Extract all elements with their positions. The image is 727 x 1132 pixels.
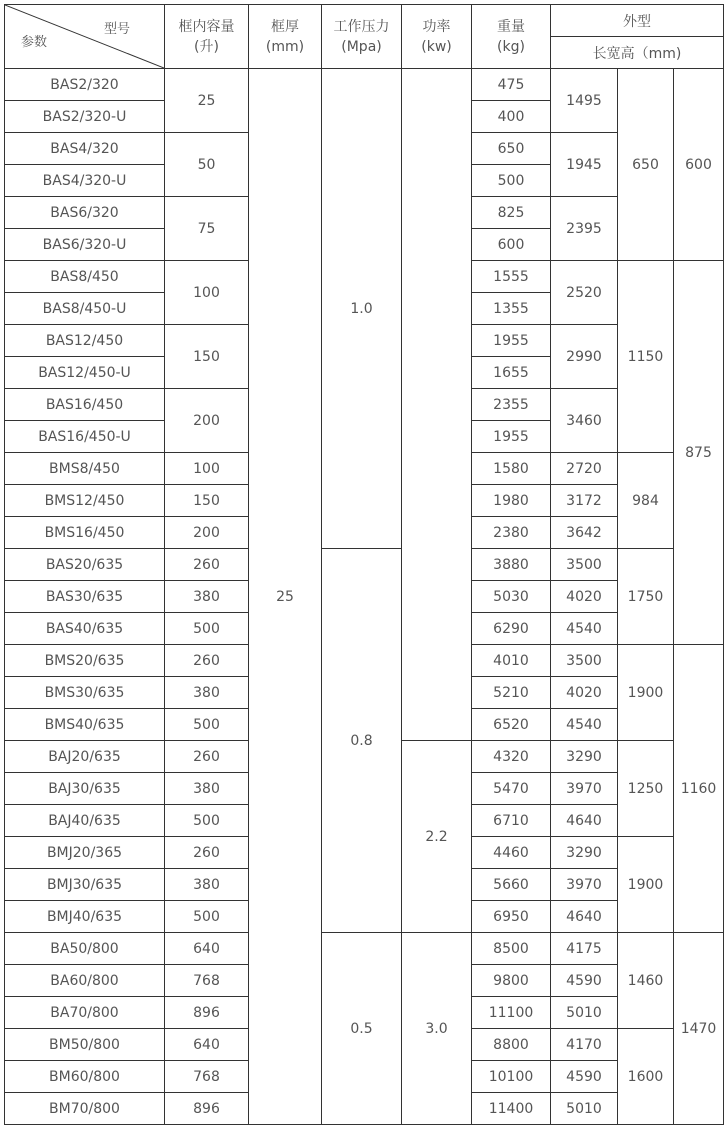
capacity-cell: 150 — [165, 325, 249, 389]
model-cell: BAS6/320-U — [5, 229, 165, 261]
model-cell: BA60/800 — [5, 965, 165, 997]
capacity-cell: 200 — [165, 517, 249, 549]
weight-cell: 825 — [472, 197, 551, 229]
length-cell: 4590 — [551, 965, 618, 997]
weight-cell: 6950 — [472, 901, 551, 933]
power-cell — [402, 69, 472, 741]
length-cell: 3500 — [551, 549, 618, 581]
power-cell: 3.0 — [402, 933, 472, 1125]
height-cell: 1160 — [674, 645, 724, 933]
model-cell: BMS8/450 — [5, 453, 165, 485]
length-cell: 4640 — [551, 805, 618, 837]
header-row-1 — [5, 5, 724, 37]
length-cell: 5010 — [551, 1093, 618, 1125]
length-cell: 3642 — [551, 517, 618, 549]
model-cell: BAJ20/635 — [5, 741, 165, 773]
capacity-cell: 260 — [165, 645, 249, 677]
model-cell: BAS4/320 — [5, 133, 165, 165]
capacity-cell: 380 — [165, 677, 249, 709]
power-header-unit: (kw) — [421, 38, 452, 55]
length-cell: 4640 — [551, 901, 618, 933]
model-cell: BAS4/320-U — [5, 165, 165, 197]
capacity-cell: 100 — [165, 453, 249, 485]
width-cell: 1150 — [618, 261, 674, 453]
thickness-cell: 25 — [249, 69, 322, 1125]
length-cell: 4175 — [551, 933, 618, 965]
model-cell: BMS30/635 — [5, 677, 165, 709]
length-cell: 4020 — [551, 677, 618, 709]
length-cell: 3460 — [551, 389, 618, 453]
model-cell: BMS40/635 — [5, 709, 165, 741]
model-cell: BMS16/450 — [5, 517, 165, 549]
model-cell: BAS12/450 — [5, 325, 165, 357]
model-cell: BMJ40/635 — [5, 901, 165, 933]
table-row — [5, 933, 724, 965]
capacity-cell: 500 — [165, 613, 249, 645]
length-cell: 3500 — [551, 645, 618, 677]
length-cell: 2520 — [551, 261, 618, 325]
pressure-cell: 0.8 — [322, 549, 402, 933]
weight-cell: 5660 — [472, 869, 551, 901]
corner-model-label: 型号 — [103, 22, 130, 37]
weight-cell: 6290 — [472, 613, 551, 645]
thickness-header — [249, 5, 322, 69]
weight-cell: 9800 — [472, 965, 551, 997]
length-cell: 5010 — [551, 997, 618, 1029]
weight-cell: 8800 — [472, 1029, 551, 1061]
weight-cell: 650 — [472, 133, 551, 165]
length-cell: 3290 — [551, 837, 618, 869]
width-cell: 1750 — [618, 549, 674, 645]
weight-cell: 400 — [472, 101, 551, 133]
width-cell: 1250 — [618, 741, 674, 837]
capacity-cell: 640 — [165, 933, 249, 965]
model-cell: BA70/800 — [5, 997, 165, 1029]
capacity-cell: 380 — [165, 581, 249, 613]
weight-cell: 8500 — [472, 933, 551, 965]
model-cell: BAS40/635 — [5, 613, 165, 645]
model-cell: BAS30/635 — [5, 581, 165, 613]
weight-cell: 11400 — [472, 1093, 551, 1125]
table-row — [5, 69, 724, 101]
model-cell: BMS12/450 — [5, 485, 165, 517]
spec-table — [4, 4, 724, 1125]
model-cell: BAS8/450-U — [5, 293, 165, 325]
width-cell: 1900 — [618, 837, 674, 933]
capacity-header-unit: (升) — [194, 38, 219, 55]
capacity-cell: 200 — [165, 389, 249, 453]
model-cell: BMJ30/635 — [5, 869, 165, 901]
length-cell: 2395 — [551, 197, 618, 261]
power-header-label: 功率 — [422, 18, 451, 35]
weight-cell: 6520 — [472, 709, 551, 741]
model-cell: BAS2/320 — [5, 69, 165, 101]
capacity-cell: 500 — [165, 709, 249, 741]
height-cell: 875 — [674, 261, 724, 645]
capacity-cell: 25 — [165, 69, 249, 133]
weight-header-unit: (kg) — [497, 38, 525, 55]
model-cell: BM70/800 — [5, 1093, 165, 1125]
capacity-cell: 50 — [165, 133, 249, 197]
weight-cell: 1980 — [472, 485, 551, 517]
capacity-cell: 640 — [165, 1029, 249, 1061]
pressure-cell: 0.5 — [322, 933, 402, 1125]
pressure-header-label: 工作压力 — [333, 18, 390, 35]
width-cell: 650 — [618, 69, 674, 261]
weight-cell: 2380 — [472, 517, 551, 549]
weight-cell: 1655 — [472, 357, 551, 389]
weight-cell: 3880 — [472, 549, 551, 581]
model-cell: BAS20/635 — [5, 549, 165, 581]
model-cell: BMJ20/365 — [5, 837, 165, 869]
length-cell: 3970 — [551, 869, 618, 901]
capacity-cell: 380 — [165, 773, 249, 805]
corner-header — [5, 5, 165, 69]
model-cell: BM60/800 — [5, 1061, 165, 1093]
dimensions-subheader: 长宽高（mm) — [551, 37, 724, 69]
width-cell: 1460 — [618, 933, 674, 1029]
weight-cell: 1580 — [472, 453, 551, 485]
capacity-cell: 896 — [165, 997, 249, 1029]
length-cell: 4540 — [551, 613, 618, 645]
width-cell: 984 — [618, 453, 674, 549]
weight-cell: 500 — [472, 165, 551, 197]
weight-cell: 4320 — [472, 741, 551, 773]
weight-cell: 2355 — [472, 389, 551, 421]
weight-cell: 600 — [472, 229, 551, 261]
power-cell: 2.2 — [402, 741, 472, 933]
corner-param-label: 参数 — [21, 35, 48, 50]
pressure-cell: 1.0 — [322, 69, 402, 549]
power-header — [402, 5, 472, 69]
weight-cell: 5470 — [472, 773, 551, 805]
model-cell: BAS2/320-U — [5, 101, 165, 133]
dimensions-header: 外型 — [551, 5, 724, 37]
height-cell: 600 — [674, 69, 724, 261]
pressure-header — [322, 5, 402, 69]
length-cell: 4590 — [551, 1061, 618, 1093]
model-cell: BMS20/635 — [5, 645, 165, 677]
model-cell: BAS8/450 — [5, 261, 165, 293]
length-cell: 2720 — [551, 453, 618, 485]
length-cell: 4540 — [551, 709, 618, 741]
weight-cell: 4010 — [472, 645, 551, 677]
capacity-cell: 75 — [165, 197, 249, 261]
weight-cell: 5030 — [472, 581, 551, 613]
weight-cell: 1955 — [472, 421, 551, 453]
width-cell: 1900 — [618, 645, 674, 741]
model-cell: BAS12/450-U — [5, 357, 165, 389]
pressure-header-unit: (Mpa) — [341, 38, 382, 55]
capacity-header — [165, 5, 249, 69]
capacity-cell: 768 — [165, 965, 249, 997]
length-cell: 3970 — [551, 773, 618, 805]
weight-cell: 1355 — [472, 293, 551, 325]
length-cell: 1945 — [551, 133, 618, 197]
length-cell: 2990 — [551, 325, 618, 389]
capacity-cell: 896 — [165, 1093, 249, 1125]
model-cell: BA50/800 — [5, 933, 165, 965]
weight-cell: 4460 — [472, 837, 551, 869]
capacity-cell: 260 — [165, 741, 249, 773]
table-row — [5, 549, 724, 581]
weight-header — [472, 5, 551, 69]
thickness-header-unit: (mm) — [265, 38, 305, 55]
length-cell: 3172 — [551, 485, 618, 517]
model-cell: BAS16/450-U — [5, 421, 165, 453]
weight-cell: 10100 — [472, 1061, 551, 1093]
capacity-header-label: 框内容量 — [178, 18, 235, 35]
capacity-cell: 380 — [165, 869, 249, 901]
width-cell: 1600 — [618, 1029, 674, 1125]
weight-header-label: 重量 — [497, 18, 525, 35]
model-cell: BAJ30/635 — [5, 773, 165, 805]
length-cell: 4020 — [551, 581, 618, 613]
capacity-cell: 260 — [165, 837, 249, 869]
length-cell: 3290 — [551, 741, 618, 773]
capacity-cell: 260 — [165, 549, 249, 581]
capacity-cell: 768 — [165, 1061, 249, 1093]
model-cell: BAS16/450 — [5, 389, 165, 421]
height-cell: 1470 — [674, 933, 724, 1125]
capacity-cell: 150 — [165, 485, 249, 517]
weight-cell: 6710 — [472, 805, 551, 837]
weight-cell: 1555 — [472, 261, 551, 293]
model-cell: BAJ40/635 — [5, 805, 165, 837]
length-cell: 4170 — [551, 1029, 618, 1061]
capacity-cell: 500 — [165, 805, 249, 837]
weight-cell: 5210 — [472, 677, 551, 709]
weight-cell: 1955 — [472, 325, 551, 357]
weight-cell: 475 — [472, 69, 551, 101]
capacity-cell: 500 — [165, 901, 249, 933]
model-cell: BAS6/320 — [5, 197, 165, 229]
capacity-cell: 100 — [165, 261, 249, 325]
model-cell: BM50/800 — [5, 1029, 165, 1061]
thickness-header-label: 框厚 — [271, 18, 299, 35]
weight-cell: 11100 — [472, 997, 551, 1029]
length-cell: 1495 — [551, 69, 618, 133]
